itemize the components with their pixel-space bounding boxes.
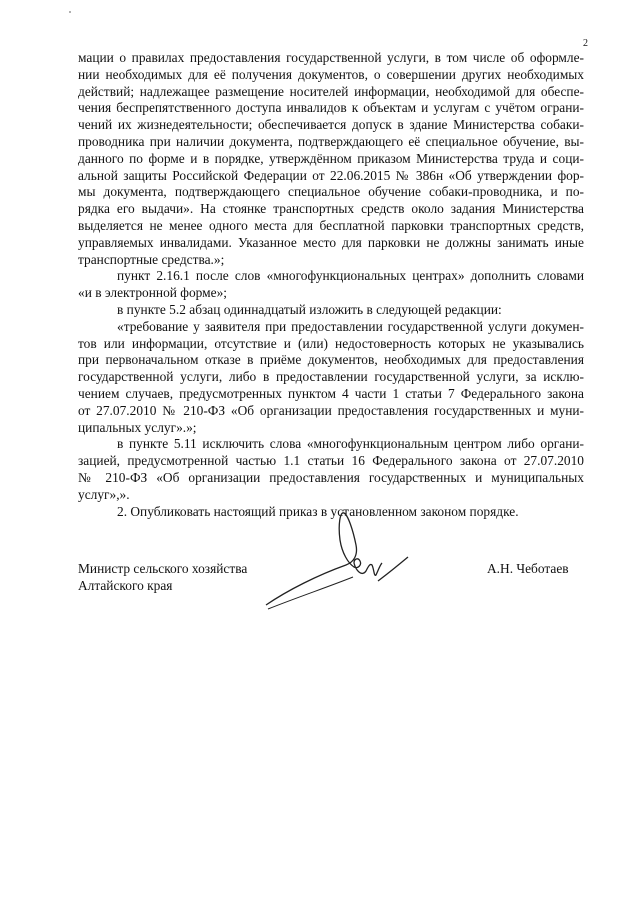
text-line: от 27.07.2010 № 210-ФЗ «Об организации предоставления государственных и муни-: [78, 402, 584, 418]
text-line: услуг»,».: [78, 486, 130, 502]
text-line: чения беспрепятственного доступа инвалидов к объектам и услугам с учётом ограни-: [78, 100, 584, 116]
signatory-name: А.Н. Чеботаев: [487, 561, 569, 576]
signatory-position: [78, 560, 247, 594]
signatory-position-line-1: Министр сельского хозяйства: [78, 561, 248, 576]
text-line: № 210-ФЗ «Об организации предоставления государственных и муниципальных: [78, 469, 584, 485]
signatory-position-line-2: Алтайского края: [78, 578, 173, 593]
paragraph: [78, 436, 584, 503]
text-line: проводника при наличии документа, подтверждающего её специальное обучение, вы-: [78, 133, 584, 149]
text-line: государственной услуги, либо в предоставлении государственной услуги, за исклю-: [78, 369, 584, 385]
text-line: выделяется не менее одного места для бесплатной парковки транспортных средств,: [78, 217, 584, 233]
text-line: зацией, предусмотренной частью 1.1 статьи 16 Федерального закона от 27.07.2010: [78, 453, 584, 469]
text-line: чений их жизнедеятельности; обеспечивается допуск в здание Министерства собаки-: [78, 117, 584, 133]
text-line: мации о правилах предоставления государственной услуги, в том числе об оформле-: [78, 50, 584, 65]
text-line: чением случаев, предусмотренных пунктом 4 части 1 статьи 7 Федерального закона: [78, 385, 584, 401]
text-line: «требование у заявителя при предоставлении государственной услуги докумен-: [117, 318, 584, 334]
text-line: пункт 2.16.1 после слов «многофункциональных центрах» дополнить словами: [117, 268, 584, 284]
text-line: нии необходимых для её получения документов, о совершении других необходимых: [78, 66, 584, 82]
text-line: тов или информации, отсутствие и (или) недостоверность которых не указывались: [78, 335, 584, 351]
text-line: ципальных услуг».»;: [78, 419, 197, 435]
text-line: 2. Опубликовать настоящий приказ в установленном законом порядке.: [117, 503, 519, 519]
document-body: [78, 50, 584, 520]
paragraph: [78, 50, 584, 268]
paragraph: [78, 319, 584, 437]
text-line: при первоначальном отказе в приёме документов, необходимых для предоставления: [78, 352, 584, 368]
handwritten-signature: [258, 505, 438, 615]
text-line: в пункте 5.11 исключить слова «многофункциональным центром либо органи-: [117, 436, 584, 452]
paragraph: [78, 268, 584, 302]
scan-speck: [69, 11, 71, 13]
text-line: управляемых инвалидами. Указанное место для парковки не должны занимать иные: [78, 234, 584, 250]
text-line: мы документа, подтверждающего специальное обучение собаки-проводника, и по-: [78, 184, 584, 200]
text-line: данного по форме и в порядке, утверждённом приказом Министерства труда и соци-: [78, 150, 584, 166]
text-line: в пункте 5.2 абзац одиннадцатый изложить в следующей редакции:: [117, 301, 502, 317]
text-line: «и в электронной форме»;: [78, 285, 227, 301]
paragraph: [78, 302, 584, 319]
text-line: рядка его выдачи». На стоянке транспортных средств около задания Министерства: [78, 201, 584, 217]
text-line: транспортные средства.»;: [78, 251, 225, 267]
text-line: действий; надлежащее размещение носителей информации, необходимой для обеспе-: [78, 83, 584, 99]
page-number: 2: [583, 38, 588, 49]
text-line: альной защиты Российской Федерации от 22.06.2015 № 386н «Об утверждении фор-: [78, 167, 584, 183]
